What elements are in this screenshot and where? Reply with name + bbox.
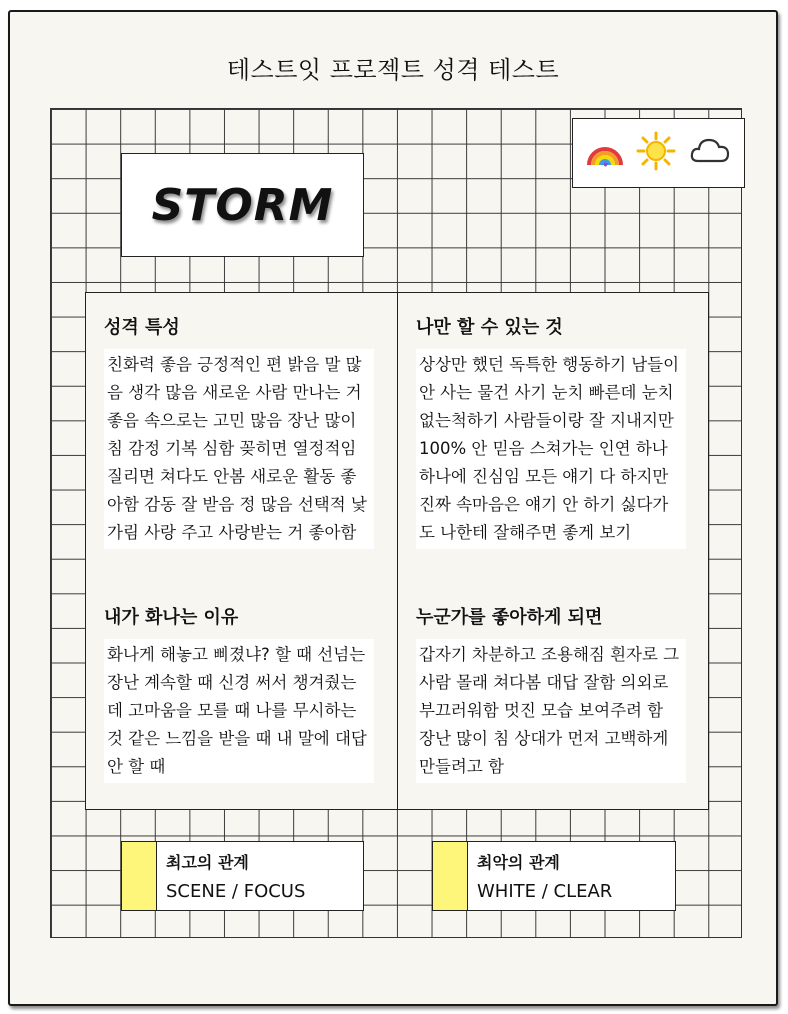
- section-anger: [104, 603, 374, 783]
- weather-icons-box: [572, 118, 745, 188]
- section-text: 화나게 해놓고 삐졌냐? 할 때 선넘는 장난 계속할 때 신경 써서 챙겨줬는데 고마움을 모를 때 나를 무시하는 것 같은 느낌을 받을 때 내 말에 대답 안 할 때: [104, 639, 374, 783]
- best-relation-label: 최고의 관계: [166, 853, 249, 872]
- best-relation-color-swatch: [122, 842, 157, 910]
- section-text: 상상만 했던 독특한 행동하기 남들이 안 사는 물건 사기 눈치 빠른데 눈치 없는척하기 사람들이랑 잘 지내지만 100% 안 믿음 스쳐가는 인연 하나하나에 진심임 모든 얘기 다 하지만 진짜 속마음은 얘기 안 하기 싫다가도 나한테 잘해주면 좋게 보기: [416, 349, 686, 549]
- section-heading: 성격 특성: [104, 317, 180, 338]
- section-text: 친화력 좋음 긍정적인 편 밝음 말 많음 생각 많음 새로운 사람 만나는 거 좋음 속으로는 고민 많음 장난 많이 침 감정 기복 심함 꽂히면 열정적임 질리면 쳐다도 안봄 새로운 활동 좋아함 감동 잘 받음 정 많음 선택적 낯가림 사랑 주고 사랑받는 거 좋아함: [104, 349, 374, 549]
- section-text: 갑자기 차분하고 조용해짐 흰자로 그 사람 몰래 쳐다봄 대답 잘함 의외로 부끄러워함 멋진 모습 보여주려 함 장난 많이 침 상대가 먼저 고백하게 만들려고 함: [416, 639, 686, 783]
- section-crush: [416, 603, 686, 783]
- section-only-me: [416, 313, 686, 549]
- section-personality: [104, 313, 374, 549]
- page-title: 테스트잇 프로젝트 성격 테스트: [226, 56, 560, 84]
- sun-icon: [636, 131, 676, 175]
- section-heading: 나만 할 수 있는 것: [416, 317, 563, 338]
- best-relation-value: SCENE / FOCUS: [166, 881, 306, 902]
- worst-relation-color-swatch: [433, 842, 468, 910]
- type-name: STORM: [151, 179, 334, 231]
- column-divider: [397, 293, 398, 809]
- rainbow-icon: [585, 131, 625, 175]
- worst-relation-label: 최악의 관계: [477, 853, 560, 872]
- section-heading: 누군가를 좋아하게 되면: [416, 607, 603, 628]
- result-card: [8, 10, 778, 1006]
- section-heading: 내가 화나는 이유: [104, 607, 239, 628]
- worst-relation-box: [432, 841, 676, 911]
- description-panel: [85, 292, 709, 810]
- grid-panel: [50, 108, 742, 938]
- cloud-icon: [688, 131, 732, 175]
- type-name-box: [121, 153, 364, 257]
- best-relation-box: [121, 841, 364, 911]
- worst-relation-value: WHITE / CLEAR: [477, 881, 613, 902]
